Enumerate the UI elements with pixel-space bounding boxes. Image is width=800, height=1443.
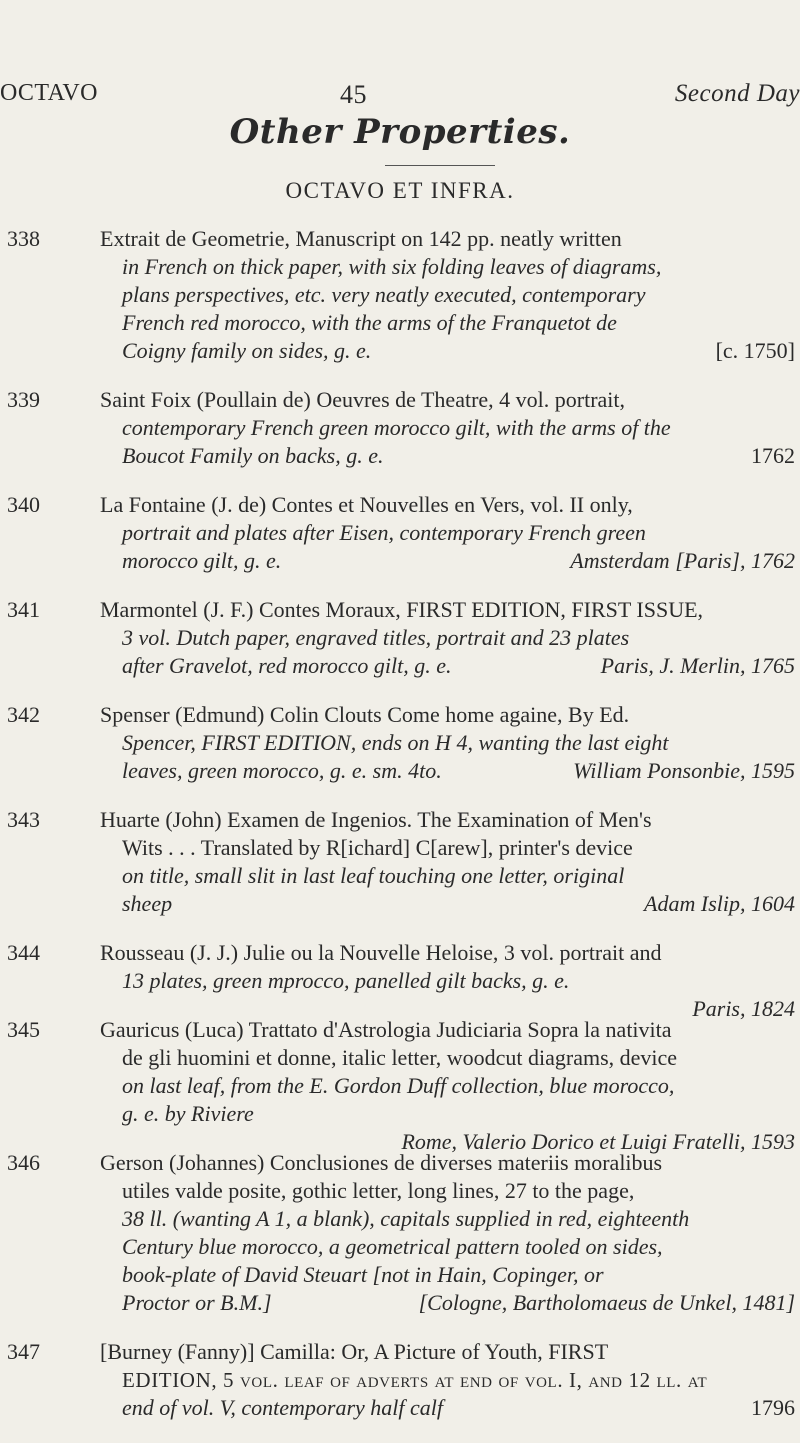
description-line: Saint Foix (Poullain de) Oeuvres de Theatre, 4 vol. portrait, <box>100 387 626 412</box>
lot-entry <box>0 806 800 918</box>
description-line: de gli huomini et donne, italic letter, woodcut diagrams, device <box>122 1045 678 1070</box>
lot-entry <box>0 1149 800 1317</box>
lot-description <box>100 596 795 680</box>
lot-number: 341 <box>7 597 40 622</box>
imprint-date: 1796 <box>751 1395 795 1420</box>
lot-description <box>100 225 795 365</box>
description-line: La Fontaine (J. de) Contes et Nouvelles en Vers, vol. II only, <box>100 492 633 517</box>
lot-description <box>100 806 795 918</box>
lot-entry <box>0 386 800 470</box>
description-line <box>100 1289 795 1317</box>
lot-entry <box>0 701 800 785</box>
description-line <box>100 890 795 918</box>
lot-number: 344 <box>7 940 40 965</box>
description-line: in French on thick paper, with six folding leaves of diagrams, <box>122 254 662 279</box>
description-line: on title, small slit in last leaf touching one letter, original <box>122 863 625 888</box>
description-text: Proctor or B.M.] <box>122 1290 272 1315</box>
description-line: g. e. by Riviere <box>122 1101 254 1126</box>
description-line <box>100 337 795 365</box>
lot-description <box>100 1338 795 1422</box>
lot-entry <box>0 225 800 365</box>
imprint-date: William Ponsonbie, 1595 <box>573 758 795 783</box>
lot-description <box>100 1016 795 1154</box>
description-line: plans perspectives, etc. very neatly executed, contemporary <box>122 282 646 307</box>
imprint-date: 1762 <box>751 443 795 468</box>
description-line <box>100 1394 795 1422</box>
lot-entry <box>0 491 800 575</box>
imprint-date: Amsterdam [Paris], 1762 <box>570 548 795 573</box>
description-line: 3 vol. Dutch paper, engraved titles, portrait and 23 plates <box>122 625 630 650</box>
description-text: Boucot Family on backs, g. e. <box>122 443 384 468</box>
description-line: 38 ll. (wanting A 1, a blank), capitals supplied in red, eighteenth <box>122 1206 690 1231</box>
lot-number: 340 <box>7 492 40 517</box>
description-line <box>100 442 795 470</box>
description-line <box>100 757 795 785</box>
lot-entry <box>0 939 800 1021</box>
description-line: Spencer, FIRST EDITION, ends on H 4, wanting the last eight <box>122 730 669 755</box>
page-number: 45 <box>340 80 367 109</box>
description-text: after Gravelot, red morocco gilt, g. e. <box>122 653 452 678</box>
imprint-date: [c. 1750] <box>715 338 795 363</box>
lot-number: 339 <box>7 387 40 412</box>
subsection-heading: OCTAVO ET INFRA. <box>285 178 515 203</box>
lot-entry <box>0 596 800 680</box>
description-line <box>100 652 795 680</box>
description-line: portrait and plates after Eisen, contemporary French green <box>122 520 646 545</box>
description-line: on last leaf, from the E. Gordon Duff collection, blue morocco, <box>122 1073 675 1098</box>
lot-number: 346 <box>7 1150 40 1175</box>
description-line: Gauricus (Luca) Trattato d'Astrologia Judiciaria Sopra la nativita <box>100 1017 672 1042</box>
lot-description <box>100 491 795 575</box>
sale-day-label: Second Day <box>674 80 800 107</box>
description-line: Huarte (John) Examen de Ingenios. The Examination of Men's <box>100 807 652 832</box>
description-text: sheep <box>122 891 173 916</box>
imprint-date: Adam Islip, 1604 <box>644 891 795 916</box>
description-line: Rousseau (J. J.) Julie ou la Nouvelle Heloise, 3 vol. portrait and <box>100 940 662 965</box>
description-line: utiles valde posite, gothic letter, long lines, 27 to the page, <box>122 1178 635 1203</box>
lot-description <box>100 701 795 785</box>
description-line: Gerson (Johannes) Conclusiones de diverses materiis moralibus <box>100 1150 663 1175</box>
description-line: 13 plates, green mprocco, panelled gilt backs, g. e. <box>122 968 570 993</box>
lot-entry <box>0 1016 800 1154</box>
lot-list <box>0 225 800 1443</box>
lot-number: 338 <box>7 226 40 251</box>
lot-description <box>100 1149 795 1317</box>
title-rule <box>385 165 495 166</box>
lot-number: 342 <box>7 702 40 727</box>
lot-description <box>100 386 795 470</box>
description-line: EDITION, 5 vol. leaf of adverts at end of vol. I, and 12 ll. at <box>122 1368 708 1392</box>
description-text: Coigny family on sides, g. e. <box>122 338 372 363</box>
description-line: Extrait de Geometrie, Manuscript on 142 pp. neatly written <box>100 226 622 251</box>
description-line <box>100 547 795 575</box>
imprint-date: Paris, 1824 <box>692 996 795 1021</box>
description-line: [Burney (Fanny)] Camilla: Or, A Picture of Youth, FIRST <box>100 1339 609 1364</box>
description-line: book-plate of David Steuart [not in Hain, Copinger, or <box>122 1262 604 1287</box>
description-line: Marmontel (J. F.) Contes Moraux, FIRST EDITION, FIRST ISSUE, <box>100 597 704 622</box>
lot-entry <box>0 1338 800 1422</box>
lot-number: 345 <box>7 1017 40 1042</box>
section-title: Other Properties. <box>229 112 571 152</box>
format-label: OCTAVO <box>0 80 98 106</box>
lot-number: 347 <box>7 1339 40 1364</box>
imprint-date: [Cologne, Bartholomaeus de Unkel, 1481] <box>418 1290 795 1315</box>
lot-description <box>100 939 795 1021</box>
description-text: leaves, green morocco, g. e. sm. 4to. <box>122 758 442 783</box>
imprint-date: Paris, J. Merlin, 1765 <box>600 653 795 678</box>
description-text: morocco gilt, g. e. <box>122 548 282 573</box>
description-line: Century blue morocco, a geometrical pattern tooled on sides, <box>122 1234 663 1259</box>
description-line: Spenser (Edmund) Colin Clouts Come home againe, By Ed. <box>100 702 630 727</box>
description-line: Wits . . . Translated by R[ichard] C[arew], printer's device <box>122 835 633 860</box>
imprint-date: Rome, Valerio Dorico et Luigi Fratelli, 1593 <box>401 1129 795 1154</box>
description-line: contemporary French green morocco gilt, with the arms of the <box>122 415 671 440</box>
running-head <box>0 80 800 110</box>
lot-number: 343 <box>7 807 40 832</box>
description-text: end of vol. V, contemporary half calf <box>122 1395 443 1420</box>
description-line: French red morocco, with the arms of the Franquetot de <box>122 310 617 335</box>
